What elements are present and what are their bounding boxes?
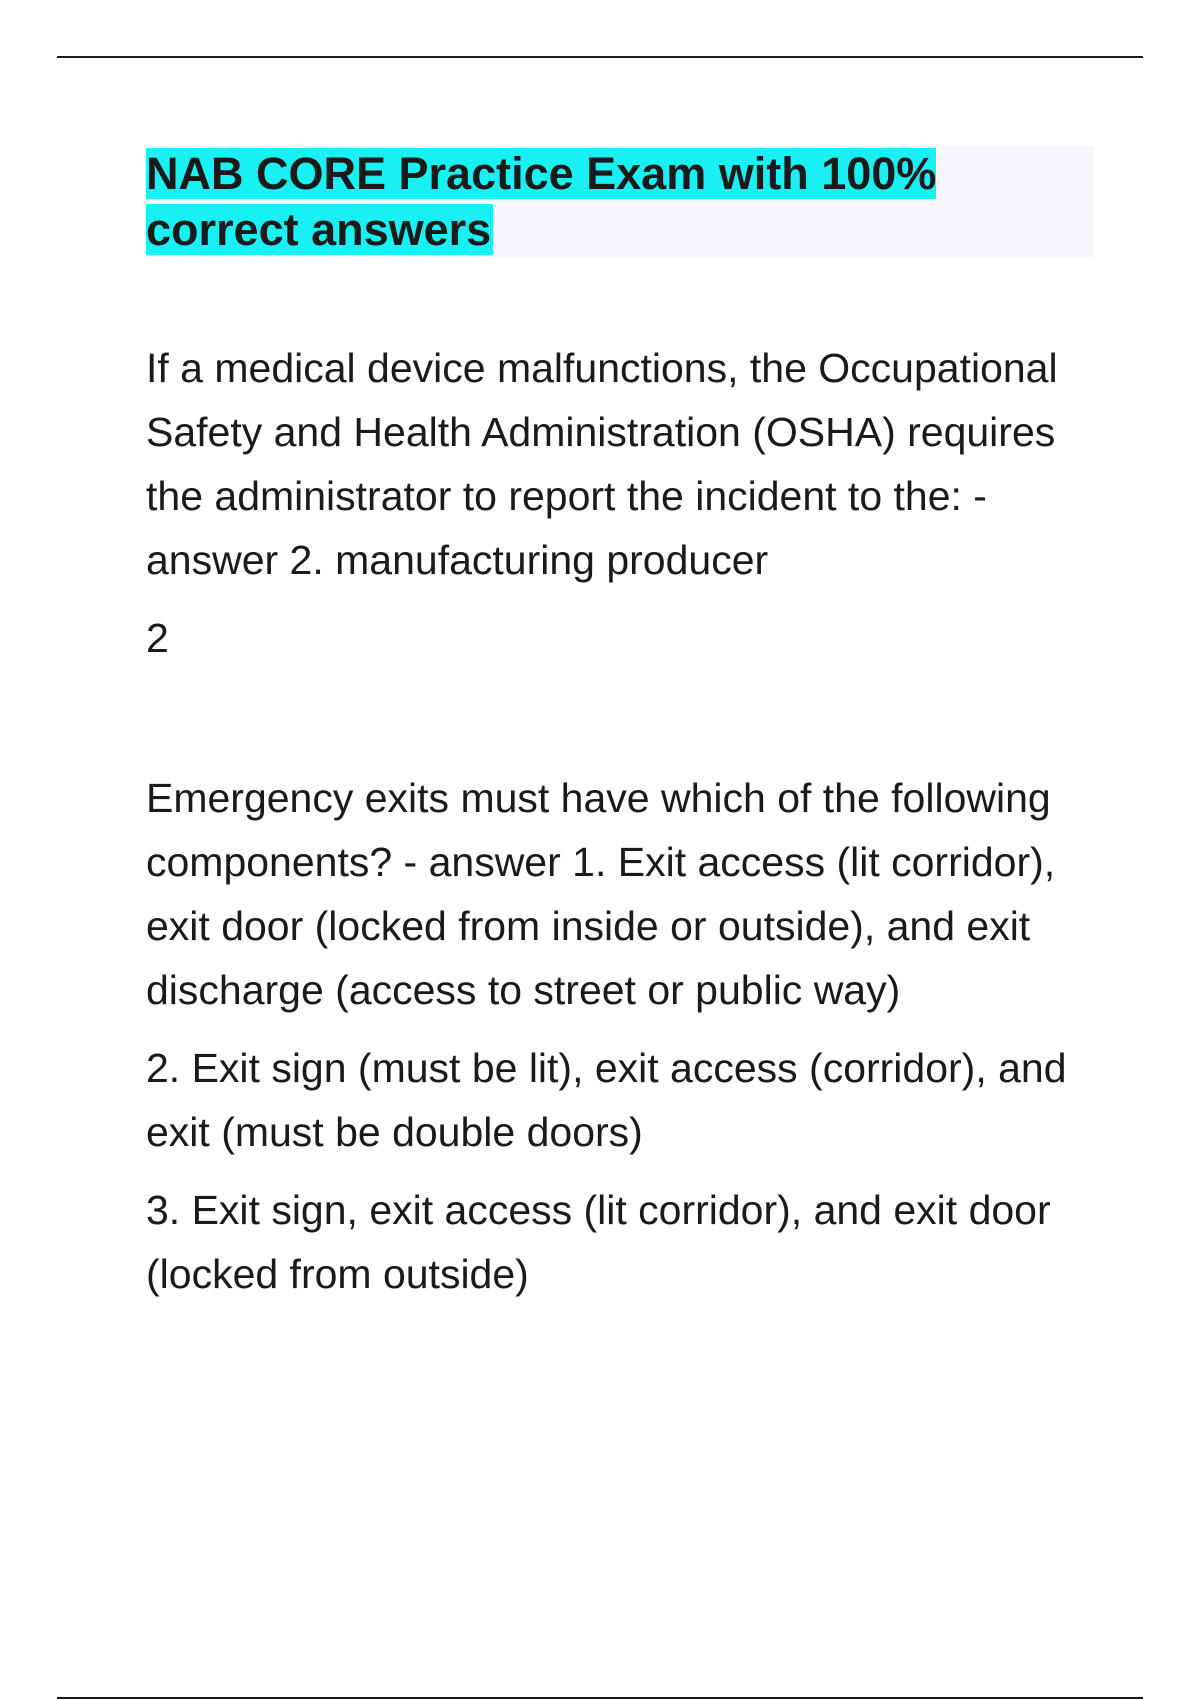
document-body	[146, 336, 1106, 1306]
bottom-rule	[57, 1697, 1143, 1699]
question-2-option-2: 2. Exit sign (must be lit), exit access (corridor), and exit (must be double doors)	[146, 1045, 1067, 1155]
question-2-option-3: 3. Exit sign, exit access (lit corridor), and exit door (locked from outside)	[146, 1187, 1051, 1297]
top-rule	[57, 56, 1143, 58]
question-2-text: Emergency exits must have which of the following components? - answer 1. Exit access (lit corridor), exit door (locked from inside or outside), and exit discharge (access to street or public way)	[146, 775, 1056, 1013]
page-title	[146, 146, 1093, 258]
question-1-text: If a medical device malfunctions, the Occupational Safety and Health Administration (OSHA) requires the administrator to report the incident to the: - answer 2. manufacturing producer	[146, 345, 1058, 583]
title-highlight: NAB CORE Practice Exam with 100% correct answers	[146, 148, 937, 255]
question-1-answer-number: 2	[146, 615, 169, 661]
title-block	[146, 146, 1093, 257]
